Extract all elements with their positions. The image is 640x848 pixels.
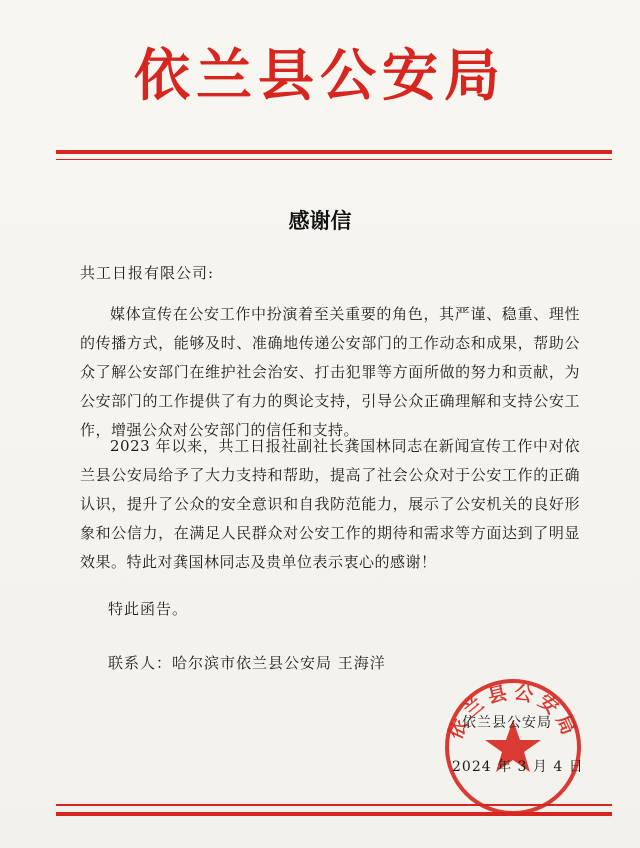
letter-date: 2024 年 3 月 4 日 xyxy=(452,759,584,775)
footer-divider-thick xyxy=(56,812,612,816)
letterhead-divider-thin xyxy=(56,159,612,160)
signature-org: 依兰县公安局 xyxy=(462,715,552,731)
svg-text:依兰县公安局: 依兰县公安局 xyxy=(444,681,582,743)
body-paragraph-2: 2023 年以来，共工日报社副社长龚国林同志在新闻宣传工作中对依兰县公安局给予了大力支持和帮助，提高了社会公众对于公安工作的正确认识，提升了公众的安全意识和自我防范能力，展示了公安机关的良好形象和公信力，在满足人民群众对公安工作的期待和需求等方面达到了明显效果。特此对龚国林同志及贵单位表示衷心的感谢！ xyxy=(80,437,580,571)
letterhead-divider-thick xyxy=(56,150,612,154)
official-seal-stamp xyxy=(438,672,588,822)
footer-divider-thin xyxy=(56,804,612,806)
contact-line: 联系人：哈尔滨市依兰县公安局 王海洋 xyxy=(108,654,386,672)
letterhead-title: 依兰县公安局 xyxy=(134,43,506,109)
body-paragraph-1: 媒体宣传在公安工作中扮演着至关重要的角色，其严谨、稳重、理性的传播方式，能够及时、准确地传递公安部门的工作动态和成果，帮助公众了解公安部门在维护社会治安、打击犯罪等方面所做的努力和贡献，为公安部门的工作提供了有力的舆论支持，引导公众正确理解和支持公安工作，增强公众对公安部门的信任和支持。 xyxy=(80,305,580,439)
closing-line: 特此函告。 xyxy=(108,600,189,618)
salutation: 共工日报有限公司: xyxy=(80,264,215,282)
letter-title: 感谢信 xyxy=(288,209,352,233)
